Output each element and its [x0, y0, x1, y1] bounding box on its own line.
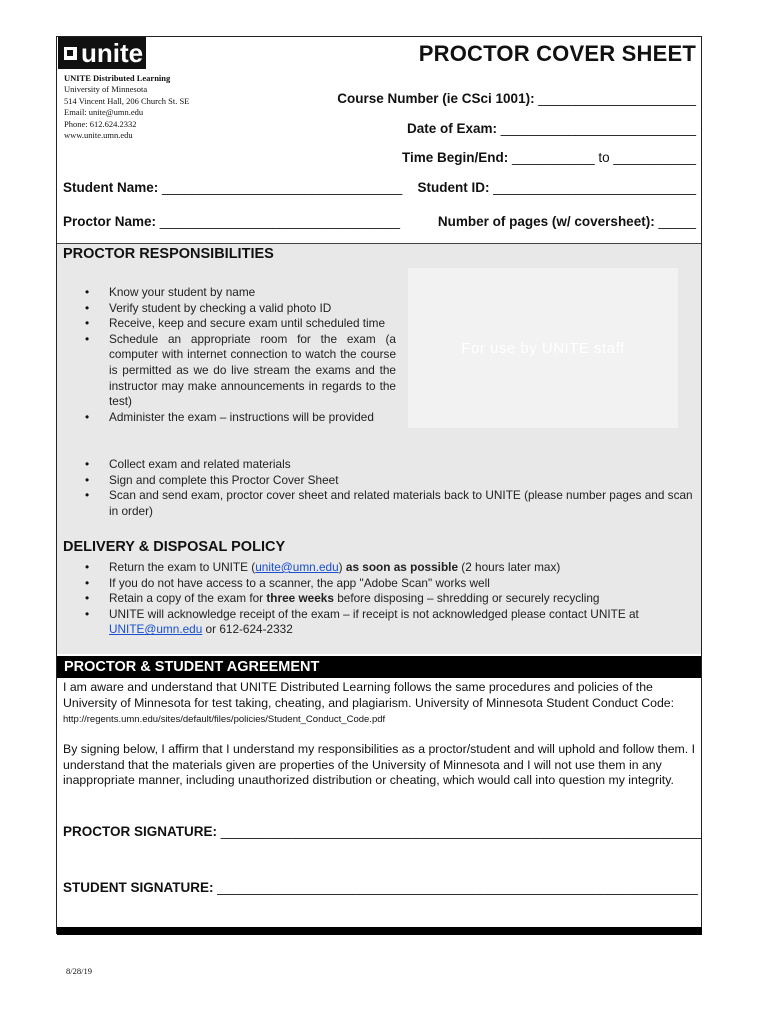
delivery-list	[109, 560, 694, 638]
proctor-name-line[interactable]: ________________________________	[159, 214, 401, 229]
list-item: • If you do not have access to a scanner, the app "Adobe Scan" works well	[109, 576, 694, 592]
student-id-field[interactable]	[418, 180, 696, 195]
proctor-name-label: Proctor Name:	[63, 214, 160, 229]
proctor-signature-field[interactable]	[63, 824, 701, 839]
responsibilities-heading: PROCTOR RESPONSIBILITIES	[63, 246, 274, 262]
delivery-heading: DELIVERY & DISPOSAL POLICY	[63, 539, 286, 555]
contact-line: University of Minnesota	[64, 84, 148, 95]
student-id-label: Student ID:	[417, 180, 494, 195]
contact-org: UNITE Distributed Learning	[64, 73, 171, 83]
contact-line: Email: unite@umn.edu	[64, 107, 144, 118]
proctor-signature-label: PROCTOR SIGNATURE:	[63, 824, 221, 839]
list-item: • Return the exam to UNITE (unite@umn.edu) as soon as possible (2 hours later max)	[109, 560, 694, 576]
proctor-name-field[interactable]	[63, 214, 400, 229]
responsibilities-list	[109, 285, 396, 425]
email-link[interactable]: UNITE@umn.edu	[109, 622, 203, 637]
list-item: • Administer the exam – instructions will be provided	[109, 410, 396, 426]
student-signature-line[interactable]: ________________________________________________________________	[217, 880, 698, 895]
student-name-field[interactable]	[63, 180, 402, 195]
list-item: • Schedule an appropriate room for the exam (a computer with internet connection to watch the course is permitted as we do live stream the exams and the instructor may make announcements in regards to the test)	[109, 332, 396, 410]
student-signature-field[interactable]	[63, 880, 698, 895]
course-number-label: Course Number (ie CSci 1001):	[337, 91, 539, 106]
unite-logo	[58, 37, 146, 69]
email-link[interactable]: unite@umn.edu	[255, 560, 339, 574]
page-title: PROCTOR COVER SHEET	[418, 41, 696, 66]
conduct-code-url[interactable]: http://regents.umn.edu/sites/default/files/policies/Student_Conduct_Code.pdf	[63, 714, 386, 726]
course-number-line[interactable]: _____________________	[538, 91, 696, 106]
contact-line: 514 Vincent Hall, 206 Church St. SE	[64, 95, 190, 106]
staff-use-box	[408, 268, 678, 428]
list-item: • Sign and complete this Proctor Cover Sheet	[109, 473, 699, 489]
agreement-paragraph: I am aware and understand that UNITE Distributed Learning follows the same procedures and policies of the University of Minnesota for test taking, cheating, and plagiarism. University of Minnesota Student Conduct Code: http://regents.umn.edu/sites/default/files/policies/Student_Conduct_Code.pdf	[63, 680, 675, 726]
list-item: • UNITE will acknowledge receipt of the exam – if receipt is not acknowledged please contact UNITE at UNITE@umn.edu or 612-624-2332	[109, 607, 694, 638]
staff-use-label: For use by UNITE staff	[461, 339, 625, 357]
list-item: • Know your student by name	[109, 285, 396, 301]
bottom-rule	[57, 927, 702, 935]
page-count-label: Number of pages (w/ coversheet):	[437, 214, 659, 229]
list-item: • Retain a copy of the exam for three weeks before disposing – shredding or securely recycling	[109, 591, 694, 607]
proctor-signature-line[interactable]: ________________________________________________________________	[220, 824, 702, 839]
time-begin-line[interactable]: ___________	[512, 150, 595, 165]
time-label: Time Begin/End:	[402, 150, 513, 165]
page-count-field[interactable]	[438, 214, 696, 229]
list-item: • Receive, keep and secure exam until scheduled time	[109, 316, 396, 332]
time-field[interactable]	[402, 150, 696, 165]
student-name-line[interactable]: ________________________________	[162, 180, 403, 195]
page-count-line[interactable]: _____	[658, 214, 696, 229]
affirmation-paragraph: By signing below, I affirm that I understand my responsibilities as a proctor/student and will uphold and follow them. I understand that the materials given are properties of the University of Minnesota and I will not use them in any inappropriate manner, including unauthorized distribution or cheating, which would call into question my integrity.	[63, 742, 696, 788]
footer-date: 8/28/19	[66, 966, 92, 976]
exam-date-field[interactable]	[407, 121, 696, 136]
course-number-field[interactable]	[337, 91, 696, 106]
responsibilities-list-cont	[109, 457, 699, 519]
exam-date-label: Date of Exam:	[407, 121, 501, 136]
student-name-label: Student Name:	[63, 180, 163, 195]
list-item: • Verify student by checking a valid photo ID	[109, 301, 396, 317]
student-signature-label: STUDENT SIGNATURE:	[63, 880, 218, 895]
contact-block	[64, 73, 189, 141]
logo-wordmark: unite	[81, 38, 144, 68]
time-end-line[interactable]: ___________	[613, 150, 696, 165]
contact-line: Phone: 612.624.2332	[64, 118, 137, 129]
agreement-heading: PROCTOR & STUDENT AGREEMENT	[57, 656, 701, 678]
exam-date-line[interactable]: __________________________	[500, 121, 696, 136]
logo-mark-icon	[64, 47, 77, 60]
list-item: • Collect exam and related materials	[109, 457, 699, 473]
time-to-label: to	[594, 150, 614, 165]
contact-line: www.unite.umn.edu	[64, 130, 133, 141]
list-item: • Scan and send exam, proctor cover sheet and related materials back to UNITE (please number pages and scan in order)	[109, 488, 699, 519]
student-id-line[interactable]: ___________________________	[493, 180, 696, 195]
